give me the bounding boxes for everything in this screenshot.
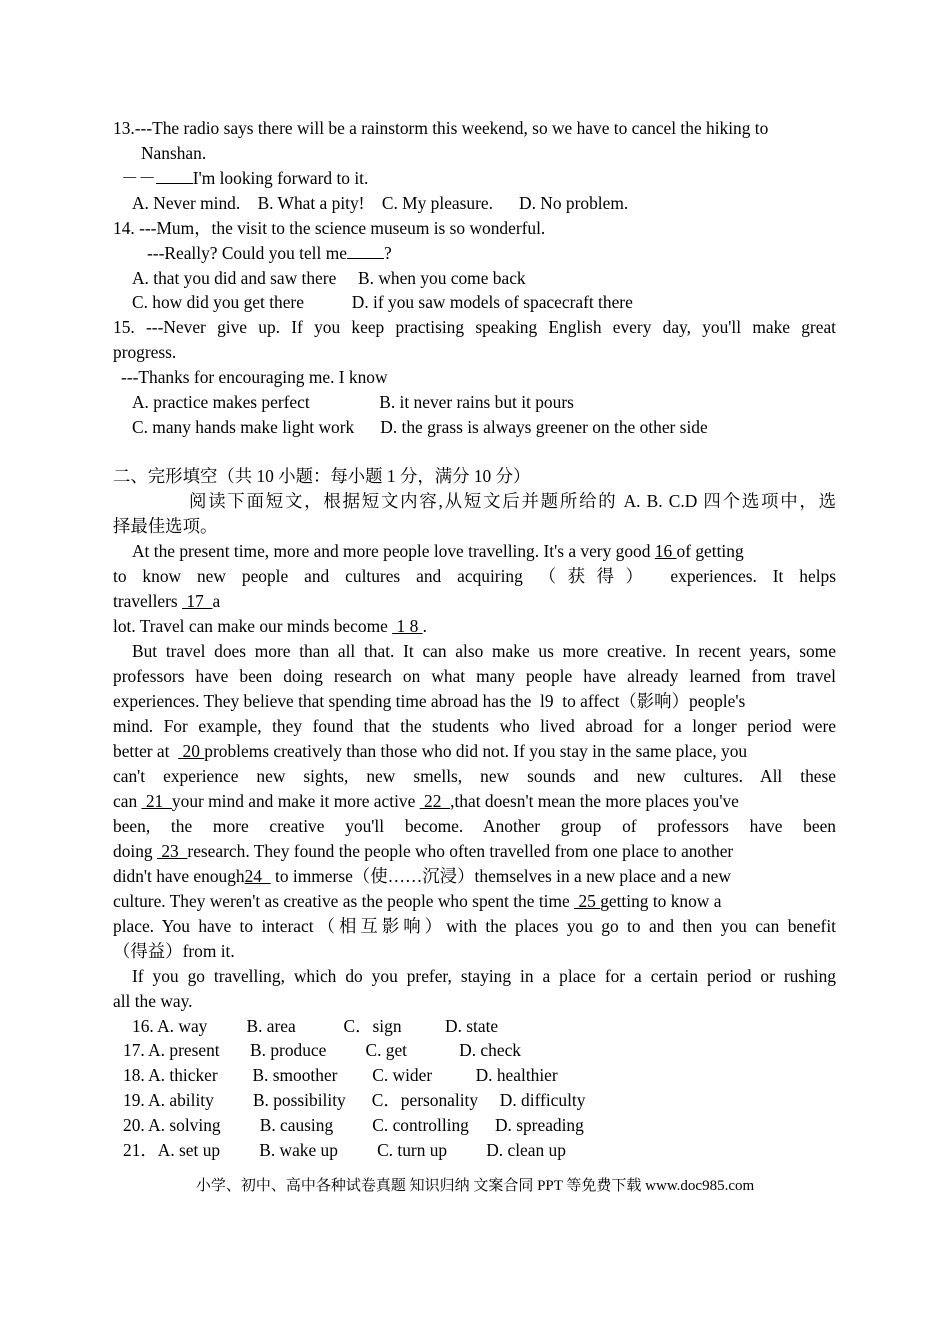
q13-reply-suffix: I'm looking forward to it. [192, 168, 369, 188]
passage-p2-line8: been, the more creative you'll become. Another group of professors have been [113, 816, 836, 836]
text-run: . [422, 616, 427, 636]
passage-p3-line2: all the way. [113, 991, 193, 1011]
blank-23: 23 [156, 841, 188, 861]
passage-p1-line2: to know new people and cultures and acquiring （获得） experiences. It helps [113, 566, 836, 586]
passage-p2-line3 [113, 689, 836, 713]
blank-17: 17 [182, 591, 213, 611]
text-run: lot. Travel can make our minds become [113, 616, 393, 636]
passage-p1-line3 [113, 589, 220, 613]
blank-19: l9 [540, 691, 554, 711]
text-run: ,that doesn't mean the more places you've [450, 791, 739, 811]
q14-options-2: C. how did you get there D. if you saw models of spacecraft there [132, 292, 633, 312]
q15-line2: progress. [113, 342, 177, 362]
passage-p2-line12: place. You have to interact（相互影响）with the places you go to and then you can benefit [113, 916, 836, 936]
passage-p2-line7 [113, 789, 739, 813]
text-run: a [212, 591, 221, 611]
blank-21: 21 [141, 791, 172, 811]
option-row-16: 16. A. way B. area C．sign D. state [132, 1016, 499, 1036]
passage-p2-line6: can't experience new sights, new smells, new sounds and new cultures. All these [113, 766, 836, 786]
text-run: to affect（影响）people's [553, 691, 746, 711]
q13-reply [121, 166, 368, 190]
text-run: of getting [676, 541, 744, 561]
passage-p1-line4 [113, 614, 427, 638]
q13-blank [156, 166, 193, 184]
passage-p2-line11 [113, 889, 721, 913]
q13-options: A. Never mind. B. What a pity! C. My pleasure. D. No problem. [132, 193, 629, 213]
text-run: can [113, 791, 142, 811]
passage-p2-line13: （得益）from it. [113, 941, 235, 961]
text-run: travellers [113, 591, 183, 611]
text-run: doing [113, 841, 157, 861]
q14-options-1: A. that you did and saw there B. when you come back [132, 268, 526, 288]
q14-reply-suffix: ? [383, 243, 392, 263]
q15-reply: ---Thanks for encouraging me. I know [121, 367, 388, 387]
q15-options-1: A. practice makes perfect B. it never rains but it pours [132, 392, 574, 412]
q14-line1: 14. ---Mum，the visit to the science museum is so wonderful. [113, 218, 546, 238]
passage-p2-line5 [113, 739, 747, 763]
option-row-20: 20. A. solving B. causing C. controlling D. spreading [123, 1115, 584, 1135]
option-row-18: 18. A. thicker B. smoother C. wider D. healthier [123, 1065, 558, 1085]
text-run: experiences. They believe that spending time abroad has the [113, 691, 541, 711]
q13-line2: Nanshan. [141, 143, 207, 163]
passage-p1-line1 [132, 539, 744, 563]
blank-18: 1 8 [392, 616, 423, 636]
text-run: your mind and make it more active [171, 791, 420, 811]
passage-p3-line1: If you go travelling, which do you prefer, staying in a place for a certain period or rushing [132, 966, 836, 986]
q15-options-2: C. many hands make light work D. the grass is always greener on the other side [132, 417, 708, 437]
passage-p2-line10 [113, 864, 731, 888]
blank-20: 20 [178, 741, 205, 761]
option-row-19: 19. A. ability B. possibility C．personality D. difficulty [123, 1090, 586, 1110]
section2-instruction-1: 阅读下面短文，根据短文内容,从短文后并题所给的 A. B. C.D 四个选项中，选 [189, 491, 836, 511]
blank-24: 24 [244, 866, 271, 886]
q14-reply [147, 241, 392, 265]
blank-25: 25 [574, 891, 601, 911]
text-run: culture. They weren't as creative as the people who spent the time [113, 891, 575, 911]
passage-p2-line9 [113, 839, 733, 863]
text-run: better at [113, 741, 179, 761]
text-run: problems creatively than those who did not. If you stay in the same place, you [204, 741, 748, 761]
text-run: didn't have enough [113, 866, 245, 886]
q13-line1: 13.---The radio says there will be a rainstorm this weekend, so we have to cancel the hiking to [113, 118, 769, 138]
text-run: getting to know a [600, 891, 722, 911]
page-footer: 小学、初中、高中各种试卷真题 知识归纳 文案合同 PPT 等免费下载 www.doc985.com [195, 1178, 755, 1194]
passage-p2-line4: mind. For example, they found that the students who lived abroad for a longer period were [113, 716, 836, 736]
q14-reply-prefix: ---Really? Could you tell me [147, 243, 347, 263]
option-row-17: 17. A. present B. produce C. get D. check [123, 1040, 521, 1060]
text-run: research. They found the people who often travelled from one place to another [187, 841, 734, 861]
text-run: to immerse（使……沉浸）themselves in a new place and a new [270, 866, 731, 886]
passage-p2-line1: But travel does more than all that. It can also make us more creative. In recent years, some [132, 641, 836, 661]
q14-blank [347, 241, 384, 259]
q13-reply-prefix: －－ [121, 168, 156, 188]
passage-p2-line2: professors have been doing research on what many people have already learned from travel [113, 666, 836, 686]
blank-22: 22 [419, 791, 451, 811]
section2-heading: 二、完形填空（共 10 小题：每小题 1 分，满分 10 分） [113, 466, 531, 486]
blank-16: 16 [654, 541, 677, 561]
section2-instruction-2: 择最佳选项。 [113, 516, 218, 536]
text-run: At the present time, more and more people love travelling. It's a very good [132, 541, 655, 561]
option-row-21: 21．A. set up B. wake up C. turn up D. clean up [123, 1140, 566, 1160]
q15-line1: 15. ---Never give up. If you keep practising speaking English every day, you'll make great [113, 317, 836, 337]
